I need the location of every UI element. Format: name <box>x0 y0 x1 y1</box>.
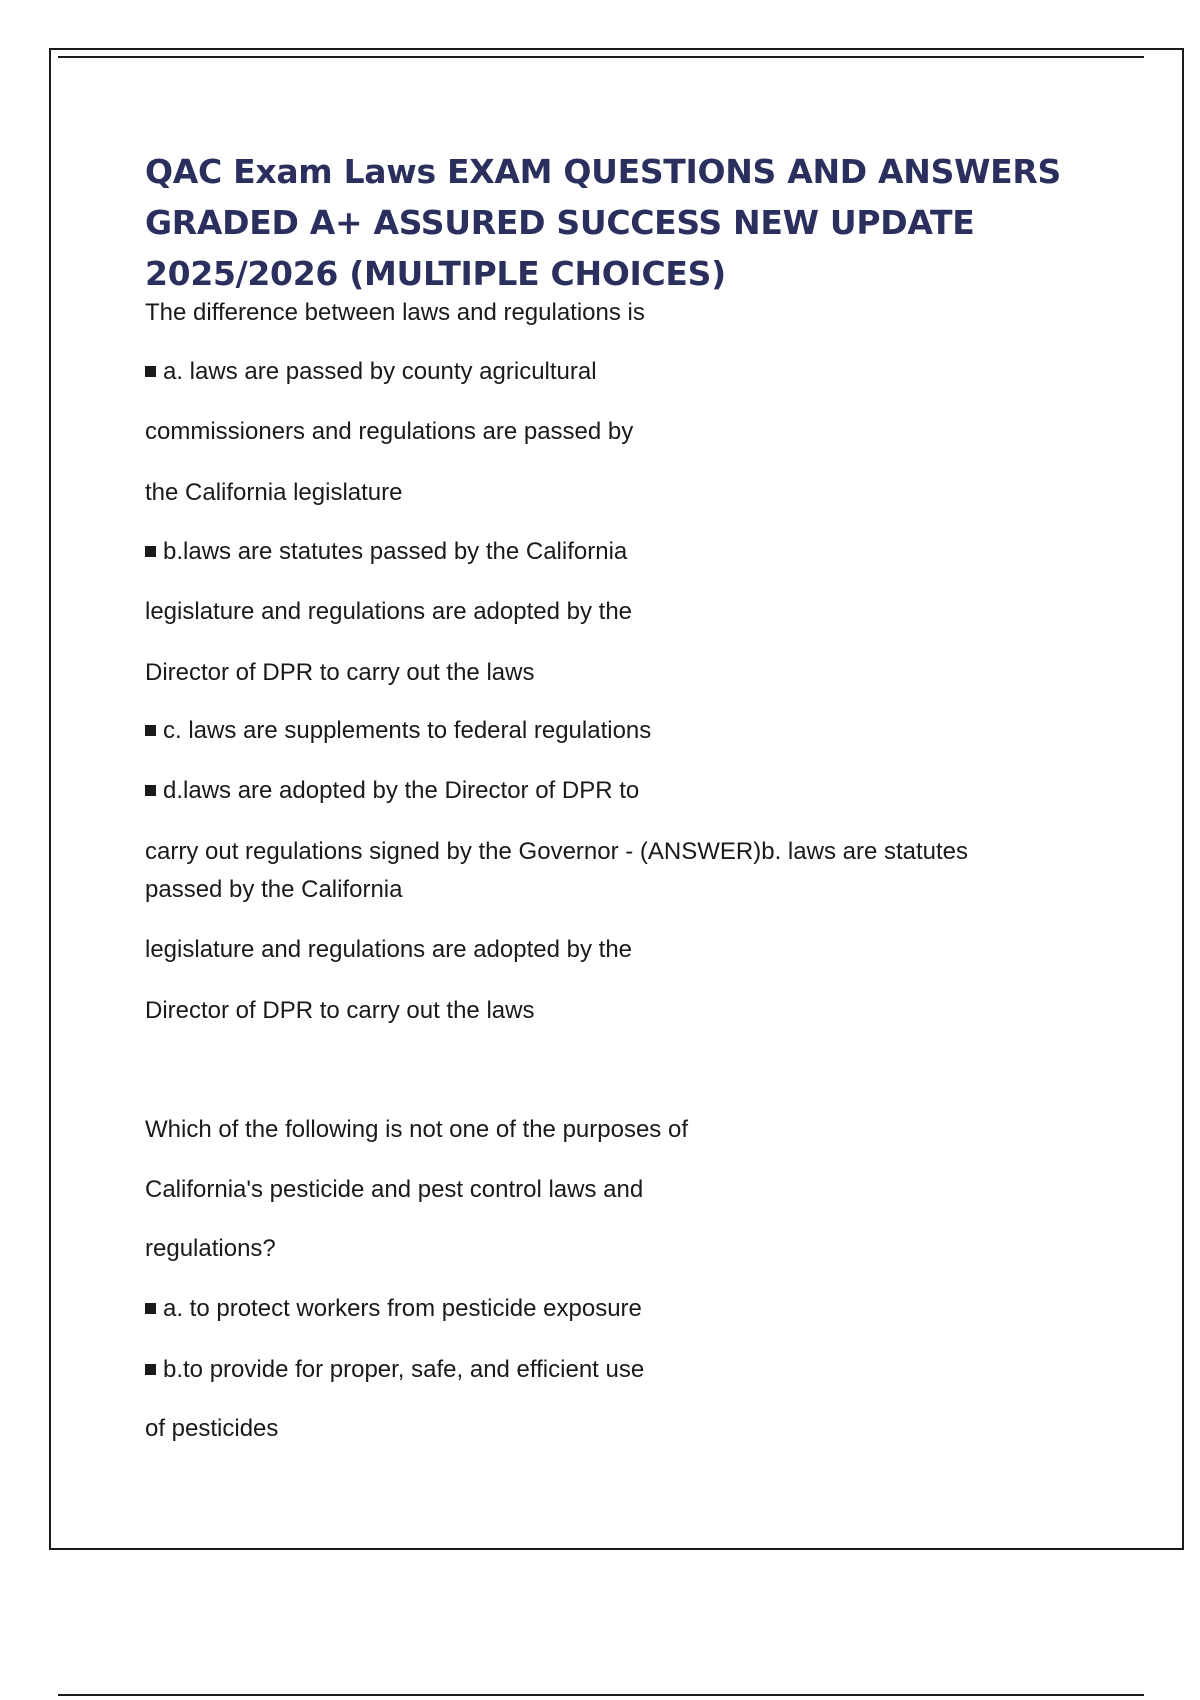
q1-option-a-cont-1: commissioners and regulations are passed by <box>145 418 634 445</box>
q1-answer-cont-1: legislature and regulations are adopted by the <box>145 936 633 963</box>
bullet-icon <box>145 546 156 557</box>
q1-option-b <box>145 533 627 571</box>
q1-option-c <box>145 712 651 750</box>
q1-option-b-text: b.laws are statutes passed by the California <box>163 538 628 565</box>
q2-option-b-text: b.to provide for proper, safe, and efficient use <box>163 1356 645 1383</box>
bullet-icon <box>145 366 156 377</box>
question-1-stem: The difference between laws and regulations is <box>145 299 645 326</box>
q2-option-b <box>145 1351 644 1389</box>
q1-option-c-text: c. laws are supplements to federal regulations <box>163 717 652 744</box>
q1-option-d <box>145 772 639 810</box>
q2-option-a-text: a. to protect workers from pesticide exposure <box>163 1295 642 1322</box>
document-title: QAC Exam Laws EXAM QUESTIONS AND ANSWERS GRADED A+ ASSURED SUCCESS NEW UPDATE 2025/2026 (MULTIPLE CHOICES) <box>145 152 1061 293</box>
bullet-icon <box>145 1303 156 1314</box>
q1-option-b-cont-2: Director of DPR to carry out the laws <box>145 659 535 686</box>
q1-answer-cont-2: Director of DPR to carry out the laws <box>145 997 535 1024</box>
bullet-icon <box>145 725 156 736</box>
q1-option-d-text: d.laws are adopted by the Director of DPR to <box>163 777 640 804</box>
bottom-rule <box>58 1694 1144 1696</box>
q2-option-a <box>145 1290 642 1328</box>
q1-option-b-cont-1: legislature and regulations are adopted by the <box>145 598 633 625</box>
bullet-icon <box>145 1364 156 1375</box>
question-2-stem-3: regulations? <box>145 1235 276 1262</box>
bullet-icon <box>145 785 156 796</box>
q1-option-d-with-answer: carry out regulations signed by the Governor - (ANSWER)b. laws are statutes passed by the California <box>145 838 969 903</box>
q2-option-b-cont-1: of pesticides <box>145 1415 279 1442</box>
q1-option-a <box>145 353 597 391</box>
q1-option-a-text: a. laws are passed by county agricultural <box>163 358 597 385</box>
q1-option-a-cont-2: the California legislature <box>145 479 403 506</box>
question-2-stem-2: California's pesticide and pest control laws and <box>145 1176 644 1203</box>
question-2-stem-1: Which of the following is not one of the purposes of <box>145 1116 688 1143</box>
top-rule <box>58 56 1144 58</box>
